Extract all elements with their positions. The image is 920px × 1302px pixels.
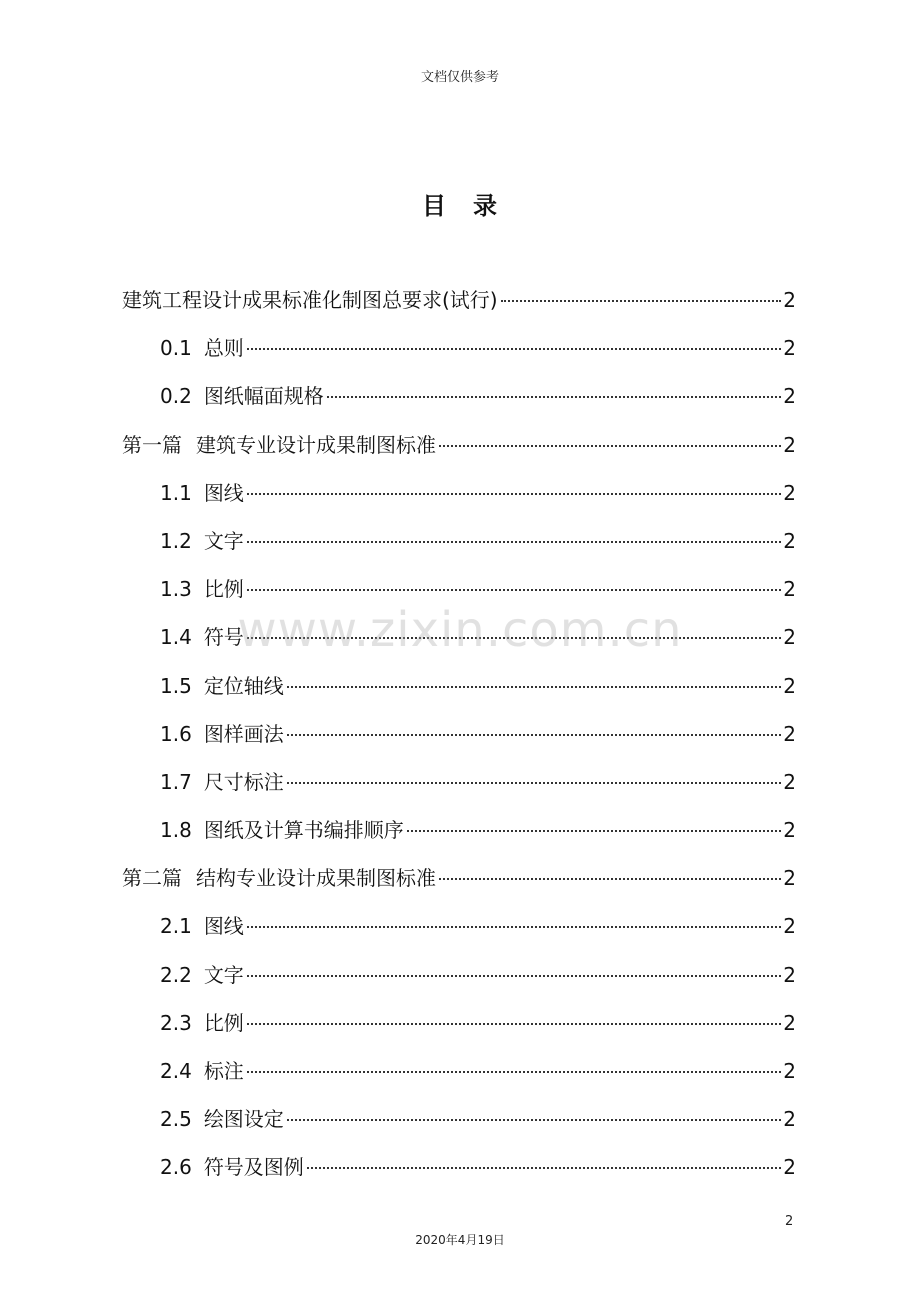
toc-entry-title: 比例 <box>203 1010 244 1035</box>
toc-entry[interactable] <box>122 1143 796 1191</box>
toc-entry-number: 1.3 <box>160 577 192 602</box>
toc-dot-leader <box>247 1023 781 1025</box>
toc-entry-title: 图线 <box>203 914 244 939</box>
page-footer-date: 2020年4月19日 <box>415 1233 505 1247</box>
toc-entry-page: 2 <box>783 914 796 939</box>
toc-entry-number: 2.1 <box>160 914 192 939</box>
toc-entry-page: 2 <box>783 625 796 650</box>
toc-entry[interactable] <box>122 758 796 806</box>
toc-entry-title: 图纸幅面规格 <box>203 384 324 409</box>
toc-entry-page: 2 <box>783 1010 796 1035</box>
toc-entry-title: 文字 <box>203 528 244 553</box>
toc-entry[interactable] <box>122 613 796 661</box>
toc-entry-number: 1.6 <box>160 721 192 746</box>
toc-dot-leader <box>287 1119 781 1121</box>
toc-entry-page: 2 <box>783 721 796 746</box>
toc-dot-leader <box>407 830 781 832</box>
toc-entry-title: 尺寸标注 <box>203 769 284 794</box>
toc-entry-page: 2 <box>783 673 796 698</box>
toc-entry-page: 2 <box>783 866 796 891</box>
toc-entry[interactable] <box>122 999 796 1047</box>
toc-dot-leader <box>247 975 781 977</box>
toc-entry-number: 1.8 <box>160 818 192 843</box>
toc-entry[interactable] <box>122 662 796 710</box>
toc-entry-page: 2 <box>783 528 796 553</box>
toc-dot-leader <box>247 637 781 639</box>
toc-dot-leader <box>307 1167 781 1169</box>
toc-entry-title: 比例 <box>203 577 244 602</box>
toc-entry-number: 2.2 <box>160 962 192 987</box>
toc-dot-leader <box>247 541 781 543</box>
toc-entry[interactable] <box>122 421 796 469</box>
toc-entry-title: 标注 <box>203 1059 244 1083</box>
toc-entry-title: 图样画法 <box>203 721 284 746</box>
toc-dot-leader <box>247 1071 781 1073</box>
toc-entry[interactable] <box>122 854 796 902</box>
toc-entry[interactable] <box>122 1047 796 1095</box>
toc-dot-leader <box>247 348 781 350</box>
page-number: 2 <box>785 1214 794 1229</box>
toc-entry-number: 第二篇 <box>122 866 182 891</box>
toc-entry-page: 2 <box>783 288 796 312</box>
toc-entry[interactable] <box>122 951 796 999</box>
toc-title-char-2: 录 <box>473 192 498 220</box>
toc-entry-page: 2 <box>783 384 796 409</box>
watermark: www.zixin.com.cn <box>237 602 683 658</box>
toc-entry[interactable] <box>122 276 796 324</box>
toc-entry[interactable] <box>122 517 796 565</box>
toc-title-char-1: 目 <box>422 192 447 220</box>
toc-entry[interactable] <box>122 1095 796 1143</box>
toc-entry-number: 2.5 <box>160 1107 192 1132</box>
toc-entry-title: 建筑工程设计成果标准化制图总要求(试行) <box>122 288 498 312</box>
toc-entry-page: 2 <box>783 336 796 361</box>
page-header: 文档仅供参考 <box>420 70 499 85</box>
toc-entry-title: 结构专业设计成果制图标准 <box>196 866 436 891</box>
toc-title <box>0 186 920 221</box>
toc-entry-number: 1.4 <box>160 625 192 650</box>
toc-dot-leader <box>247 926 781 928</box>
toc-entry-number: 2.4 <box>160 1059 192 1083</box>
toc-entry-number: 1.1 <box>160 480 192 505</box>
toc-entry-title: 总则 <box>203 336 244 361</box>
toc-entry[interactable] <box>122 806 796 854</box>
toc-entry[interactable] <box>122 324 796 372</box>
toc-entry[interactable] <box>122 710 796 758</box>
toc-dot-leader <box>501 300 782 302</box>
toc-entry-page: 2 <box>783 577 796 602</box>
toc-entry-title: 建筑专业设计成果制图标准 <box>196 432 436 457</box>
toc-entry-number: 1.7 <box>160 769 192 794</box>
toc-dot-leader <box>247 589 781 591</box>
toc-entry-title: 图线 <box>203 480 244 505</box>
toc-entry-page: 2 <box>783 480 796 505</box>
toc-dot-leader <box>247 493 781 495</box>
toc-entry-number: 2.6 <box>160 1155 192 1180</box>
toc-entry-number: 1.2 <box>160 528 192 553</box>
toc-dot-leader <box>287 782 781 784</box>
toc-entry[interactable] <box>122 902 796 950</box>
toc-entry-title: 符号及图例 <box>203 1155 304 1180</box>
toc-entry-title: 图纸及计算书编排顺序 <box>203 818 404 843</box>
toc-dot-leader <box>439 445 781 447</box>
toc-entry-number: 第一篇 <box>122 432 182 457</box>
toc-entry-page: 2 <box>783 1107 796 1132</box>
toc-entry-page: 2 <box>783 962 796 987</box>
toc-dot-leader <box>287 686 781 688</box>
toc-entry-page: 2 <box>783 769 796 794</box>
toc-entry-number: 2.3 <box>160 1010 192 1035</box>
toc-entry-number: 1.5 <box>160 673 192 698</box>
toc-entry-number: 0.1 <box>160 336 192 361</box>
toc-entry[interactable] <box>122 372 796 420</box>
table-of-contents <box>122 276 796 1192</box>
toc-entry[interactable] <box>122 469 796 517</box>
toc-entry-page: 2 <box>783 1155 796 1180</box>
toc-entry-page: 2 <box>783 432 796 457</box>
toc-entry[interactable] <box>122 565 796 613</box>
toc-dot-leader <box>287 734 781 736</box>
toc-entry-page: 2 <box>783 1059 796 1083</box>
toc-entry-title: 文字 <box>203 962 244 987</box>
toc-dot-leader <box>327 396 781 398</box>
toc-dot-leader <box>439 878 781 880</box>
toc-entry-title: 定位轴线 <box>203 673 284 698</box>
toc-entry-title: 符号 <box>203 625 244 650</box>
toc-entry-title: 绘图设定 <box>203 1107 284 1132</box>
toc-entry-number: 0.2 <box>160 384 192 409</box>
toc-entry-page: 2 <box>783 818 796 843</box>
